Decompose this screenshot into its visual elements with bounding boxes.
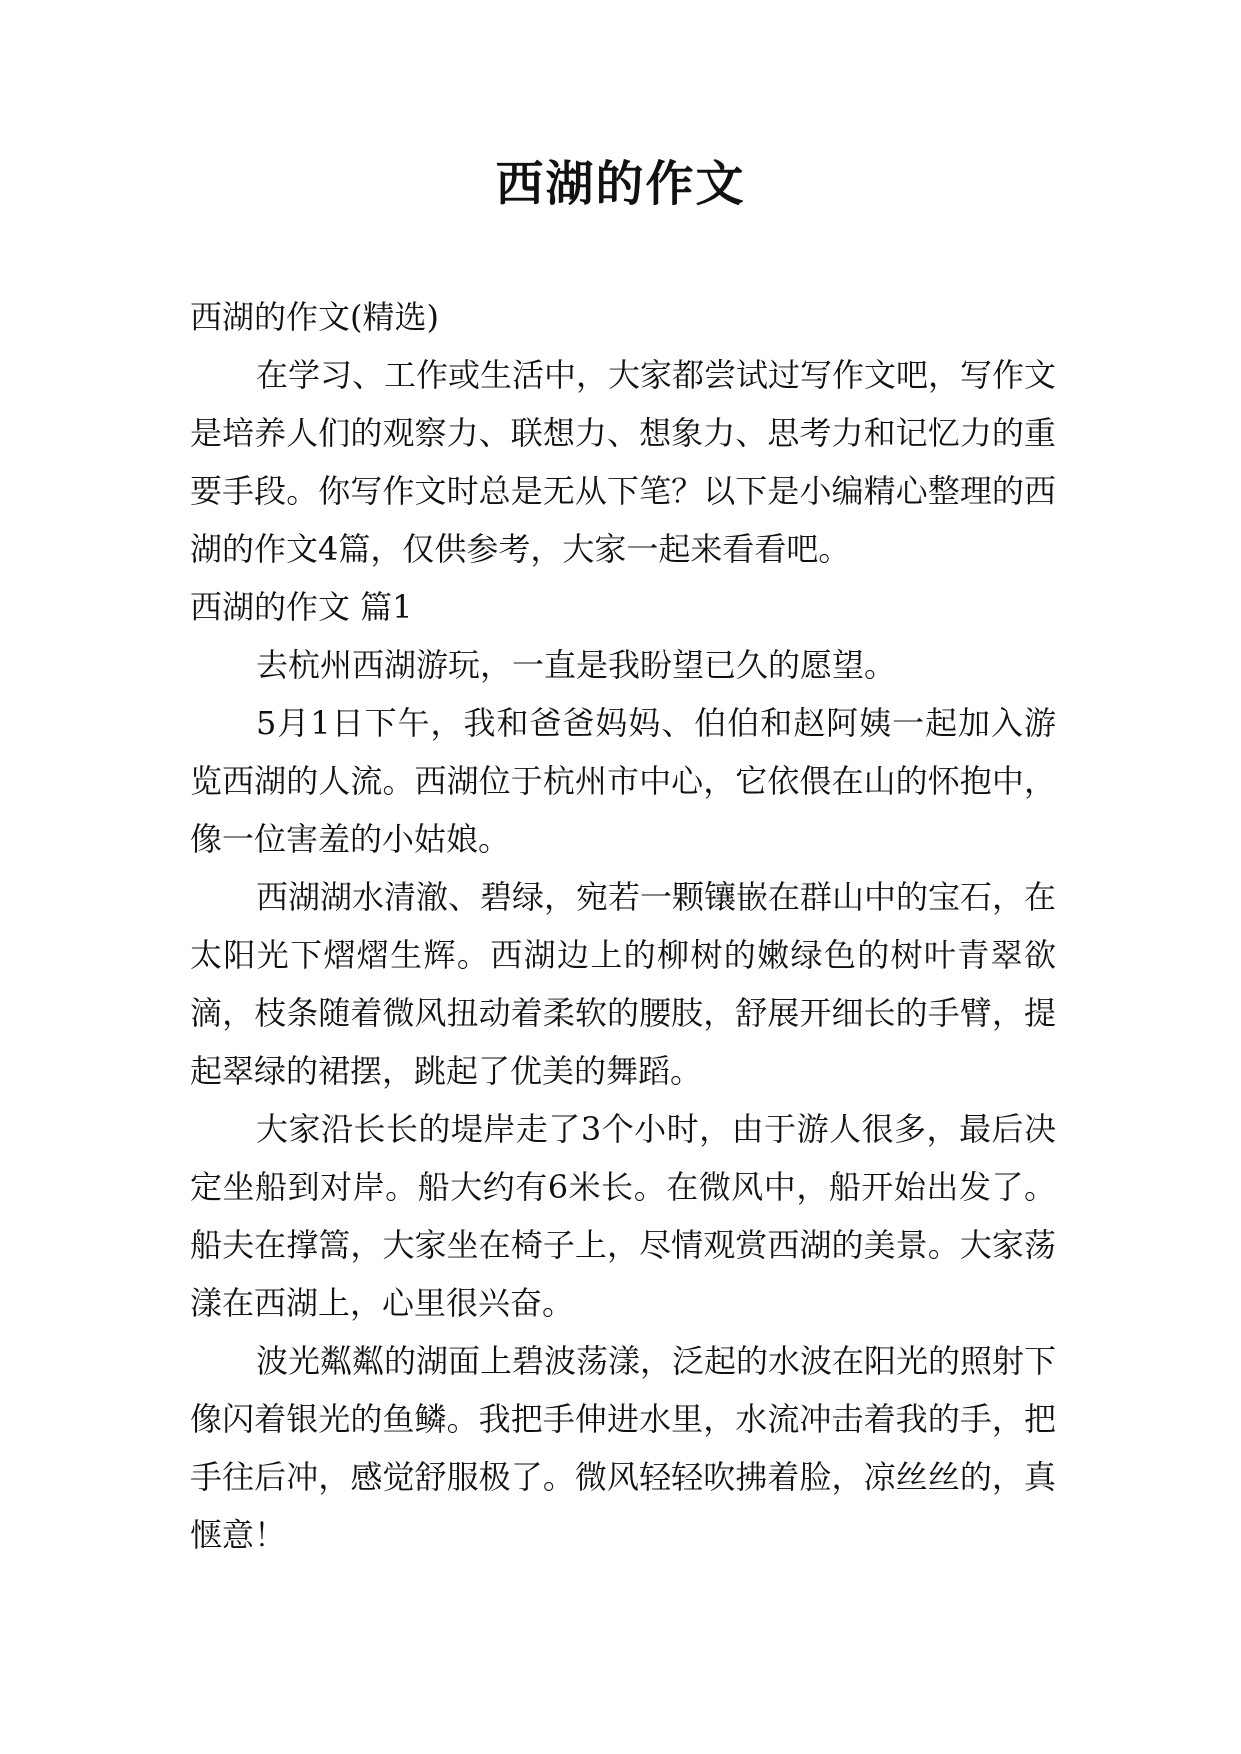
- essay-paragraph-5: 波光粼粼的湖面上碧波荡漾，泛起的水波在阳光的照射下像闪着银光的鱼鳞。我把手伸进水里，水流冲击着我的手，把手往后冲，感觉舒服极了。微风轻轻吹拂着脸，凉丝丝的，真惬意！: [190, 1342, 1057, 1554]
- document-title: 西湖的作文: [495, 156, 746, 212]
- intro-paragraph: 在学习、工作或生活中，大家都尝试过写作文吧，写作文是培养人们的观察力、联想力、想象力、思考力和记忆力的重要手段。你写作文时总是无从下笔？以下是小编精心整理的西湖的作文4篇，仅供参考，大家一起来看看吧。: [190, 356, 1057, 568]
- essay-paragraph-2: 5月1日下午，我和爸爸妈妈、伯伯和赵阿姨一起加入游览西湖的人流。西湖位于杭州市中心，它依偎在山的怀抱中，像一位害羞的小姑娘。: [190, 704, 1056, 858]
- document-subtitle: 西湖的作文(精选): [190, 298, 439, 336]
- section-heading: 西湖的作文 篇1: [190, 588, 413, 626]
- document-body: [190, 288, 1056, 1564]
- essay-paragraph-3: 西湖湖水清澈、碧绿，宛若一颗镶嵌在群山中的宝石，在太阳光下熠熠生辉。西湖边上的柳树的嫩绿色的树叶青翠欲滴，枝条随着微风扭动着柔软的腰肢，舒展开细长的手臂，提起翠绿的裙摆，跳起了优美的舞蹈。: [190, 878, 1057, 1090]
- essay-paragraph-4: 大家沿长长的堤岸走了3个小时，由于游人很多，最后决定坐船到对岸。船大约有6米长。在微风中，船开始出发了。船夫在撑篙，大家坐在椅子上，尽情观赏西湖的美景。大家荡漾在西湖上，心里很兴奋。: [190, 1110, 1056, 1322]
- essay-paragraph-1: 去杭州西湖游玩，一直是我盼望已久的愿望。: [256, 646, 897, 684]
